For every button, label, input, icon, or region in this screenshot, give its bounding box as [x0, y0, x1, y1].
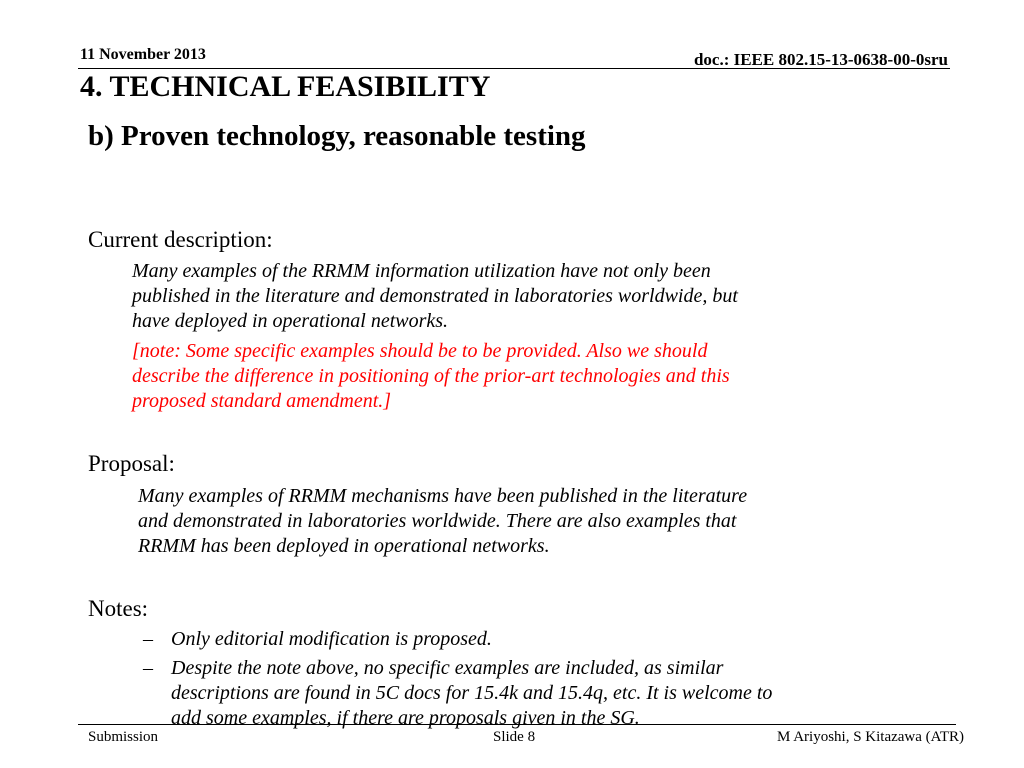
header-rule — [78, 68, 950, 69]
bullet-dash: – — [143, 657, 153, 679]
bullet-text — [171, 656, 772, 731]
bullet-line: Only editorial modification is proposed. — [171, 628, 492, 650]
bullet-line: Despite the note above, no specific examples are included, as similar — [171, 657, 724, 679]
footer-authors: M Ariyoshi, S Kitazawa (ATR) — [776, 729, 964, 745]
note-line: proposed standard amendment.] — [132, 390, 392, 412]
current-description-text — [132, 259, 738, 334]
footer-submission: Submission — [88, 729, 159, 745]
current-description-label: Current description: — [88, 227, 273, 252]
header-date: 11 November 2013 — [80, 46, 206, 63]
slide-subtitle: b) Proven technology, reasonable testing — [88, 120, 586, 152]
proposal-line: RRMM has been deployed in operational networks. — [138, 535, 550, 557]
current-note-text — [132, 339, 730, 414]
current-line: Many examples of the RRMM information utilization have not only been — [132, 260, 711, 282]
bullet-text — [171, 627, 492, 652]
proposal-text — [138, 484, 747, 559]
current-line: have deployed in operational networks. — [132, 310, 449, 332]
footer-rule — [78, 724, 956, 725]
note-line: describe the difference in positioning of the prior-art technologies and this — [132, 365, 730, 387]
bullet-dash: – — [143, 628, 153, 650]
proposal-label: Proposal: — [88, 451, 175, 476]
notes-bullet — [143, 656, 943, 732]
header-doc-id: doc.: IEEE 802.15-13-0638-00-0sru — [693, 50, 948, 69]
bullet-line: descriptions are found in 5C docs for 15.4k and 15.4q, etc. It is welcome to — [171, 682, 773, 704]
note-line: [note: Some specific examples should be to be provided. Also we should — [132, 340, 708, 362]
footer-slide-number: Slide 8 — [493, 729, 536, 745]
notes-label: Notes: — [88, 596, 149, 621]
proposal-line: Many examples of RRMM mechanisms have been published in the literature — [138, 485, 748, 507]
current-line: published in the literature and demonstrated in laboratories worldwide, but — [132, 285, 738, 307]
bullet-line: add some examples, if there are proposals given in the SG. — [171, 707, 640, 729]
slide-title: 4. TECHNICAL FEASIBILITY — [80, 70, 491, 103]
proposal-line: and demonstrated in laboratories worldwide. There are also examples that — [138, 510, 737, 532]
notes-bullet — [143, 627, 943, 653]
